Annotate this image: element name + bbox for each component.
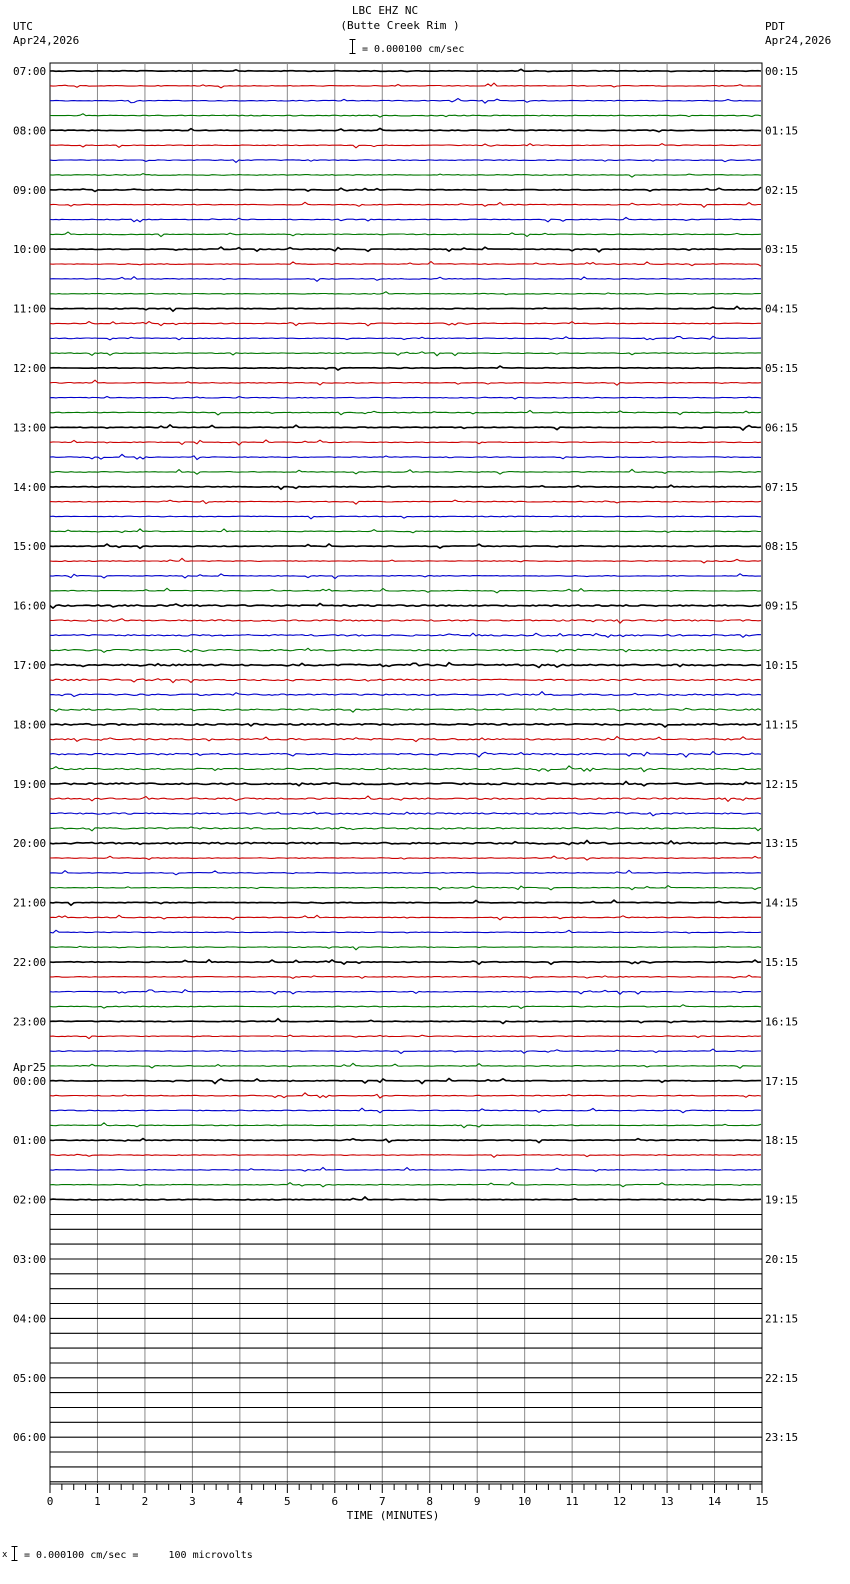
pdt-hour-label: 04:15 <box>765 302 799 316</box>
utc-hour-label: 11:00 <box>13 302 47 316</box>
utc-hour-label: 15:00 <box>13 540 47 554</box>
seismic-trace <box>50 128 761 131</box>
seismic-trace <box>50 574 761 579</box>
seismic-trace <box>50 217 761 221</box>
seismic-trace <box>50 692 761 697</box>
seismic-trace <box>50 1139 761 1143</box>
seismic-trace <box>50 900 761 905</box>
utc-hour-label: 13:00 <box>13 421 47 435</box>
pdt-hour-label: 21:15 <box>765 1312 799 1326</box>
left-date: Apr24,2026 <box>13 34 80 47</box>
x-tick-label: 8 <box>426 1495 434 1508</box>
seismic-trace <box>50 187 761 191</box>
x-tick-label: 11 <box>565 1495 579 1508</box>
seismic-trace <box>50 516 761 519</box>
pdt-hour-label: 20:15 <box>765 1253 799 1266</box>
seismic-trace <box>50 1063 761 1068</box>
seismic-trace <box>50 336 761 340</box>
seismic-trace <box>50 752 761 758</box>
utc-hour-label: 21:00 <box>13 896 47 910</box>
x-tick-label: 2 <box>141 1495 149 1508</box>
pdt-hour-label: 15:15 <box>765 956 799 969</box>
seismic-trace <box>50 366 761 370</box>
utc-hour-label: 20:00 <box>13 837 47 851</box>
seismic-trace <box>50 160 761 163</box>
seismic-trace <box>50 440 761 445</box>
seismic-trace <box>50 960 761 965</box>
seismic-trace <box>50 619 761 624</box>
seismic-trace <box>50 1154 761 1157</box>
x-tick-label: 12 <box>612 1495 627 1508</box>
utc-hour-label: 06:00 <box>13 1431 47 1445</box>
x-tick-label: 14 <box>707 1495 722 1508</box>
seismic-trace <box>50 1108 761 1113</box>
seismic-trace <box>50 782 761 786</box>
seismic-trace <box>50 841 761 845</box>
pdt-hour-label: 18:15 <box>765 1134 799 1148</box>
seismic-trace <box>50 827 761 831</box>
pdt-hour-label: 17:15 <box>765 1074 799 1088</box>
utc-hour-label: 03:00 <box>13 1253 47 1266</box>
right-timezone: PDT <box>765 20 785 33</box>
seismic-trace <box>50 247 761 252</box>
x-axis-label: TIME (MINUTES) <box>346 1509 440 1522</box>
seismic-trace <box>50 485 761 489</box>
seismic-trace <box>50 544 761 548</box>
utc-hour-label: 09:00 <box>13 183 47 197</box>
seismic-trace <box>50 708 761 712</box>
pdt-hour-label: 10:15 <box>765 659 799 672</box>
calibration-text: = 0.000100 cm/sec = 100 microvolts <box>24 1550 253 1561</box>
x-tick-label: 5 <box>284 1495 291 1508</box>
seismic-trace <box>50 1197 761 1200</box>
pdt-hour-label: 05:15 <box>765 362 799 375</box>
calibration-bar-icon <box>11 1546 18 1561</box>
utc-hour-label: 17:00 <box>13 659 47 672</box>
footer-marker: x <box>2 1550 8 1560</box>
pdt-hour-label: 07:15 <box>765 480 799 494</box>
pdt-hour-label: 12:15 <box>765 777 799 791</box>
seismic-trace <box>50 724 761 727</box>
pdt-hour-label: 01:15 <box>765 124 799 138</box>
seismic-trace <box>50 796 761 801</box>
right-date: Apr24,2026 <box>765 34 832 47</box>
seismic-trace <box>50 500 761 504</box>
seismic-trace <box>50 262 761 267</box>
seismic-trace <box>50 69 761 71</box>
pdt-hour-label: 22:15 <box>765 1371 799 1385</box>
x-tick-label: 10 <box>518 1495 532 1508</box>
seismic-trace <box>50 766 761 772</box>
seismic-trace <box>50 469 761 474</box>
x-tick-label: 1 <box>94 1495 101 1508</box>
pdt-hour-label: 03:15 <box>765 243 799 257</box>
utc-hour-label: 10:00 <box>13 243 47 257</box>
seismic-trace <box>50 856 761 860</box>
seismic-trace <box>50 737 761 742</box>
utc-hour-label: 14:00 <box>13 480 47 494</box>
pdt-hour-label: 13:15 <box>765 837 799 851</box>
utc-hour-label: 02:00 <box>13 1193 47 1207</box>
seismic-trace <box>50 679 761 683</box>
utc-hour-label: 12:00 <box>13 362 47 375</box>
pdt-hour-label: 16:15 <box>765 1015 799 1029</box>
seismic-trace <box>50 454 761 459</box>
x-tick-label: 13 <box>660 1495 674 1508</box>
utc-hour-label: 23:00 <box>13 1015 47 1029</box>
seismic-trace <box>50 352 761 356</box>
seismic-trace <box>50 410 761 415</box>
x-tick-label: 4 <box>236 1495 244 1508</box>
seismic-trace <box>50 886 761 890</box>
seismic-trace <box>50 114 761 117</box>
seismic-trace <box>50 202 761 207</box>
seismic-trace <box>50 812 761 816</box>
seismic-trace <box>50 1183 761 1187</box>
pdt-hour-label: 09:15 <box>765 599 799 613</box>
seismic-trace <box>50 380 761 385</box>
utc-hour-label: 01:00 <box>13 1134 47 1148</box>
seismic-trace <box>50 930 761 933</box>
utc-hour-label: 08:00 <box>13 124 47 138</box>
plot-frame <box>50 63 762 1484</box>
pdt-hour-label: 19:15 <box>765 1193 799 1207</box>
pdt-hour-label: 08:15 <box>765 540 799 554</box>
seismic-trace <box>50 277 761 282</box>
seismic-trace <box>50 663 761 668</box>
left-timezone: UTC <box>13 20 33 33</box>
pdt-hour-label: 23:15 <box>765 1431 799 1445</box>
seismic-trace <box>50 144 761 148</box>
date-change-label: Apr25 <box>13 1060 47 1074</box>
seismic-trace <box>50 83 761 88</box>
seismic-trace <box>50 1019 761 1024</box>
seismic-trace <box>50 915 761 920</box>
seismic-trace <box>50 870 761 875</box>
pdt-hour-label: 02:15 <box>765 183 799 197</box>
seismic-trace <box>50 1049 761 1053</box>
seismic-trace <box>50 99 761 104</box>
utc-hour-label: 16:00 <box>13 599 47 613</box>
seismic-trace <box>50 604 761 609</box>
seismic-trace <box>50 292 761 295</box>
seismic-trace <box>50 588 761 593</box>
seismic-trace <box>50 306 761 311</box>
x-tick-label: 7 <box>378 1495 386 1508</box>
x-tick-label: 3 <box>189 1495 196 1508</box>
seismic-trace <box>50 633 761 637</box>
seismic-trace <box>50 975 761 978</box>
seismic-trace <box>50 529 761 533</box>
x-tick-label: 0 <box>46 1495 54 1508</box>
seismic-trace <box>50 990 761 995</box>
utc-hour-label: 22:00 <box>13 956 47 969</box>
x-tick-label: 6 <box>331 1495 339 1508</box>
utc-hour-label: 18:00 <box>13 718 47 732</box>
seismic-trace <box>50 232 761 237</box>
utc-hour-label: 04:00 <box>13 1312 47 1326</box>
site-name: (Butte Creek Rim ) <box>340 19 460 32</box>
seismic-trace <box>50 397 761 400</box>
station-title: LBC EHZ NC <box>351 4 419 17</box>
utc-hour-label: 19:00 <box>13 777 47 791</box>
pdt-hour-label: 00:15 <box>765 65 799 78</box>
utc-hour-label: 05:00 <box>13 1371 47 1385</box>
seismic-trace <box>50 1093 761 1098</box>
pdt-hour-label: 11:15 <box>765 718 799 732</box>
pdt-hour-label: 14:15 <box>765 896 799 910</box>
scale-text: = 0.000100 cm/sec <box>362 44 465 55</box>
seismic-trace <box>50 1079 761 1084</box>
seismic-trace <box>50 946 761 949</box>
seismic-trace <box>50 425 761 430</box>
pdt-hour-label: 06:15 <box>765 421 799 435</box>
x-tick-label: 9 <box>473 1495 481 1508</box>
seismic-trace <box>50 558 761 563</box>
seismic-trace <box>50 1123 761 1128</box>
seismic-trace <box>50 1005 761 1009</box>
seismic-trace <box>50 322 761 326</box>
seismic-trace <box>50 1168 761 1172</box>
utc-hour-label: 07:00 <box>13 65 47 78</box>
seismic-trace <box>50 648 761 652</box>
utc-hour-label: 00:00 <box>13 1074 47 1088</box>
x-tick-label: 15 <box>755 1495 769 1508</box>
seismic-trace <box>50 174 761 178</box>
seismic-trace <box>50 1035 761 1039</box>
